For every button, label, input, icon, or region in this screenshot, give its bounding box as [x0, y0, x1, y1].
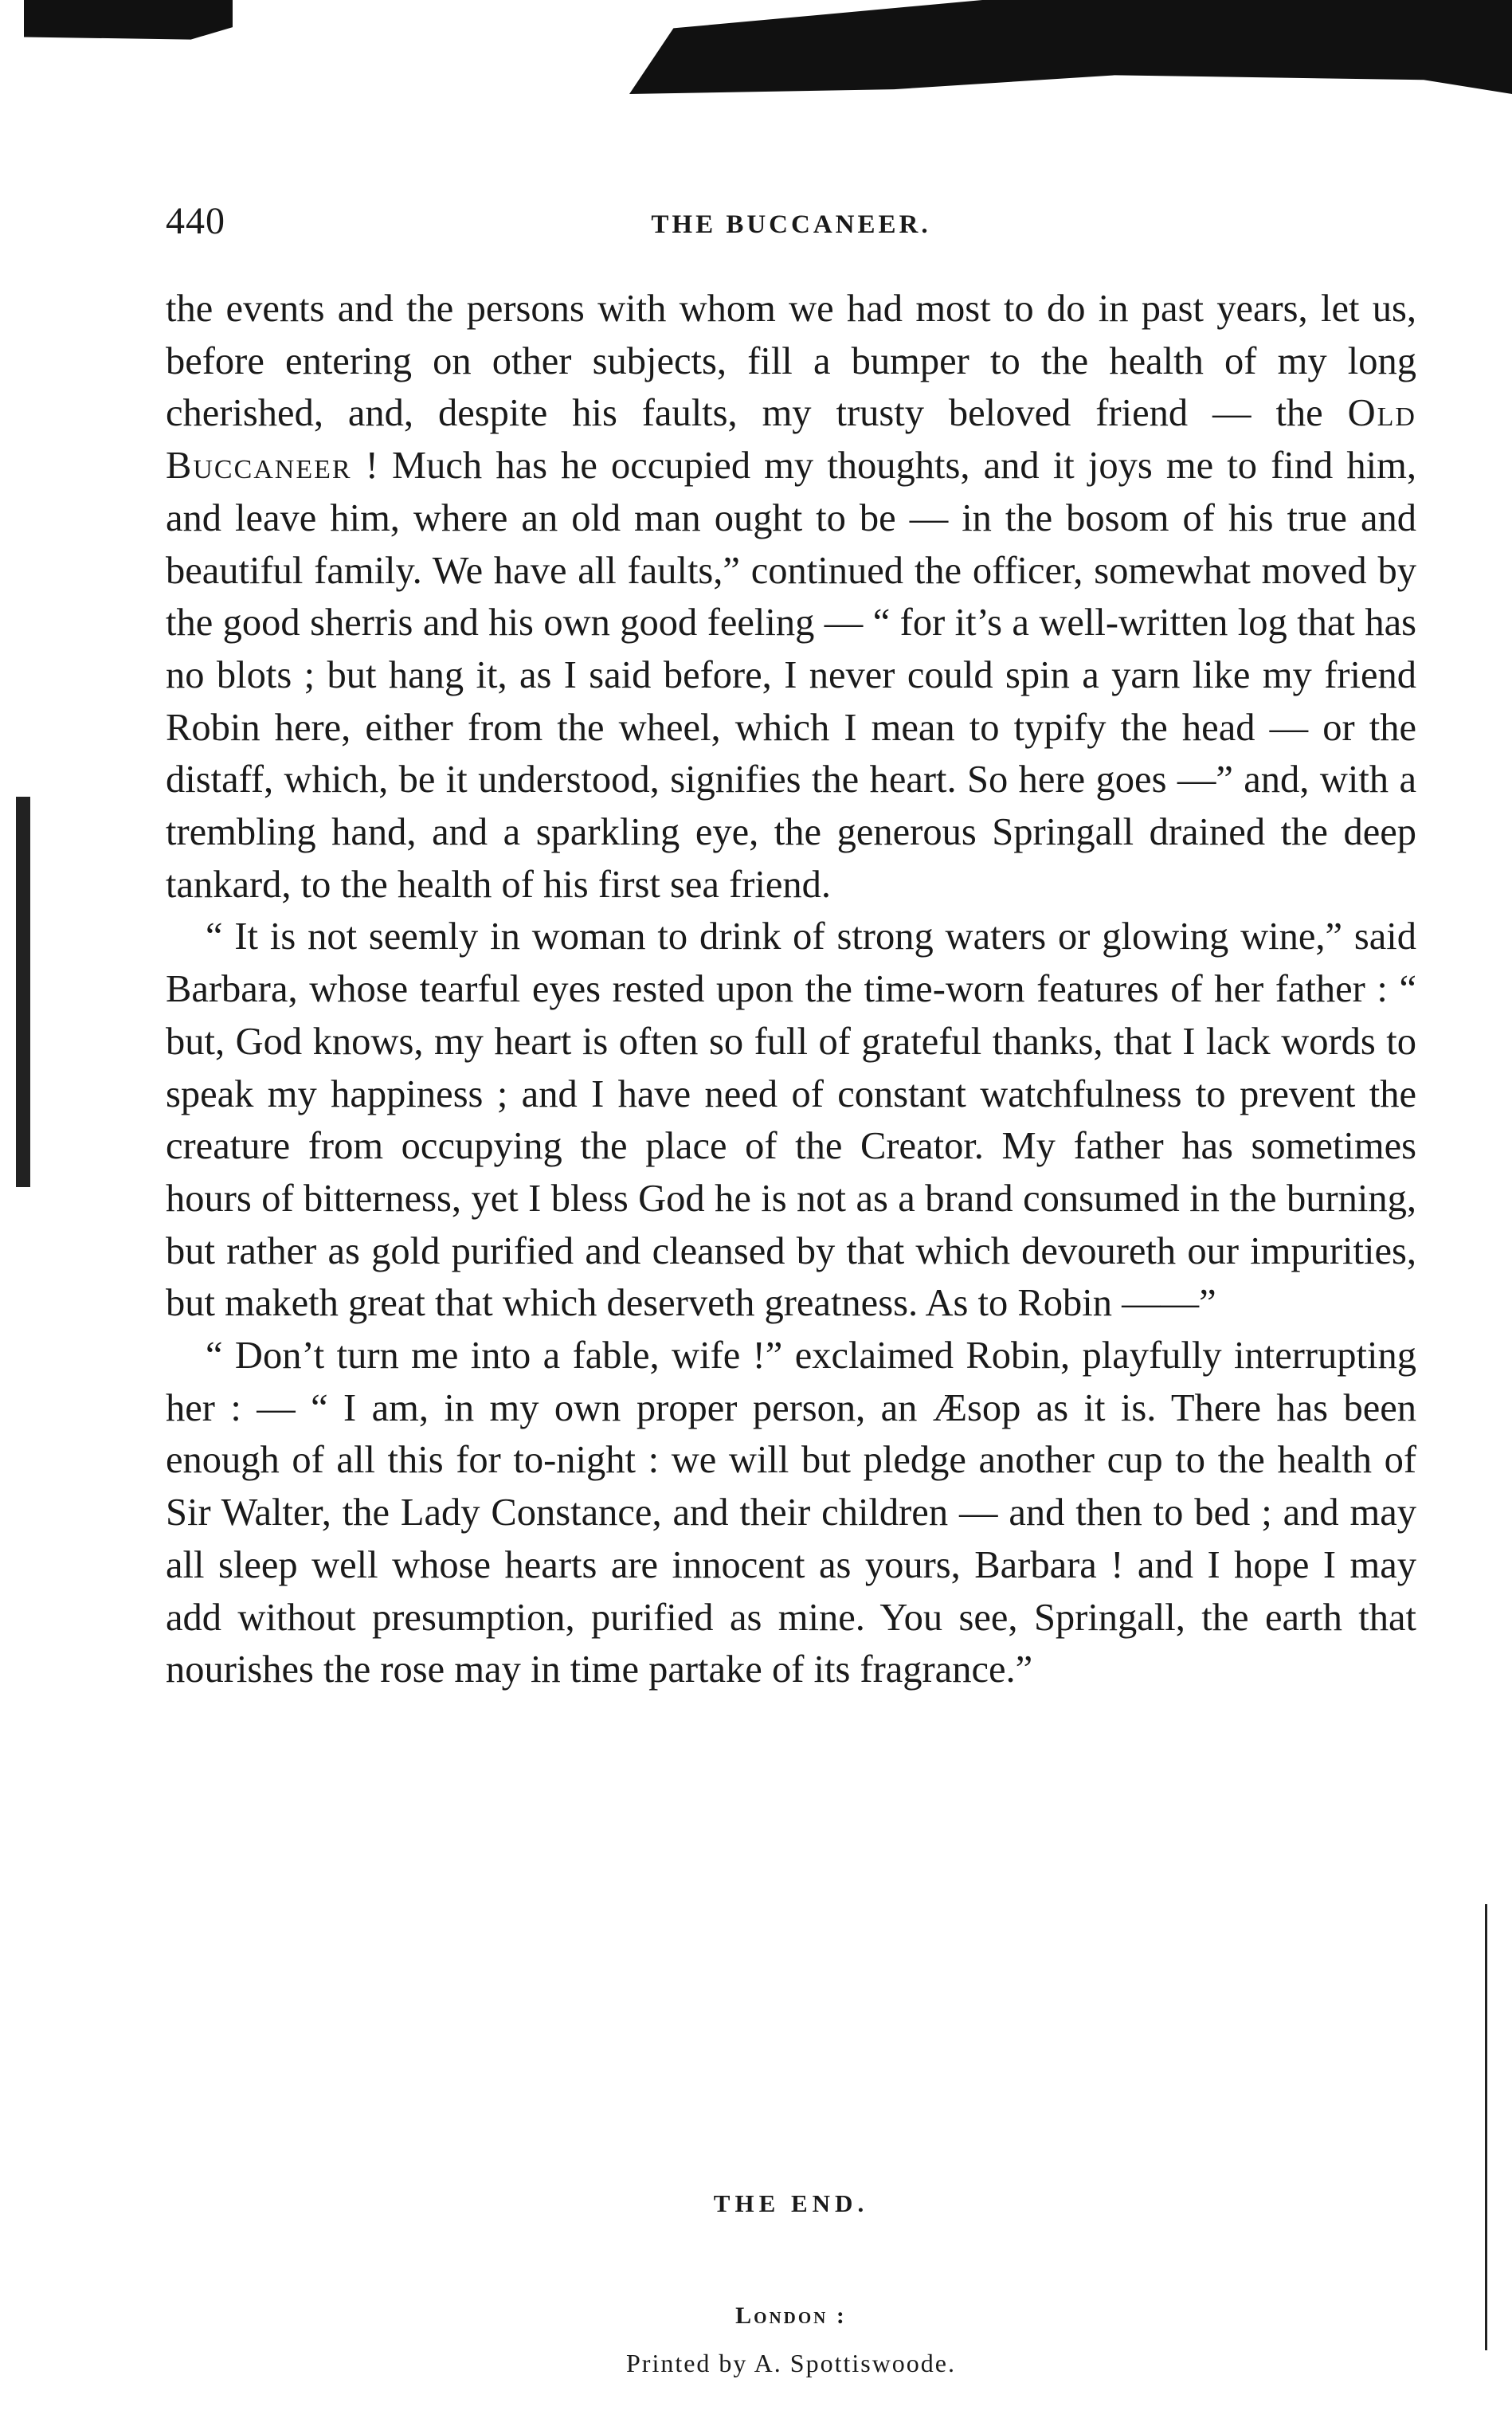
scan-blot-top-right [629, 0, 1512, 94]
paragraph-2: “ It is not seemly in woman to drink of strong waters or glowing wine,” said Barbara, whose tearful eyes rested upon the time-worn features of her father : “ but, God knows, my heart is often so full of grateful thanks, that I lack words to speak my happiness ; and I have need of constant watchfulness to prevent the creature from occupying the place of the Creator. My father has sometimes hours of bitterness, yet I bless God he is not as a brand consumed in the burning, but rather as gold purified and cleansed by that which devoureth our impurities, but maketh great that which deserveth greatness. As to Robin ——” [166, 915, 1416, 1325]
the-end: THE END. [713, 2189, 869, 2217]
running-title: THE BUCCANEER. [651, 210, 931, 239]
old-buccaneer-name: Old Buccaneer [166, 392, 1416, 488]
body-text [166, 283, 1416, 1696]
imprint-printer: Printed by A. Spottiswoode. [625, 2349, 956, 2377]
scan-edge-left [16, 797, 30, 1187]
page-header [166, 199, 1416, 247]
paragraph-3: “ Don’t turn me into a fable, wife !” exclaimed Robin, playfully interrupting her : — “ I am, in my own proper person, an Æsop as it is. There has been enough of all this for to-night : we will but pledge another cup to the health of Sir Walter, the Lady Constance, and their children — and then to bed ; and may all sleep well whose hearts are innocent as yours, Barbara ! and I hope I may add without presumption, purified as mine. You see, Springall, the earth that nourishes the rose may in time partake of its fragrance.” [166, 1334, 1416, 1691]
paragraph-1-end: ! Much has he occupied my thoughts, and it joys me to find him, and leave him, where an old man ought to be — in the bosom of his true and beautiful family. We have all faults,” continued the officer, somewhat moved by the good sherris and his own good feeling — “ for it’s a well-written log that has no blots ; but hang it, as I said before, I never could spin a yarn like my friend Robin here, either from the wheel, which I mean to typify the head — or the distaff, which, be it understood, signifies the heart. So here goes —” and, with a trembling hand, and a sparkling eye, the generous Springall drained the deep tankard, to the health of his first sea friend. [166, 445, 1416, 906]
scan-blot-top-left [24, 0, 233, 49]
imprint-city: London : [735, 2303, 847, 2329]
page-number: 440 [166, 200, 225, 242]
scan-edge-right [1485, 1904, 1487, 2350]
paragraph-1 [166, 283, 1416, 911]
paragraph-1-start: the events and the persons with whom we had most to do in past years, let us, before entering on other subjects, fill a bumper to the health of my long cherished, and, despite his faults, my trusty beloved friend — the [166, 288, 1416, 435]
